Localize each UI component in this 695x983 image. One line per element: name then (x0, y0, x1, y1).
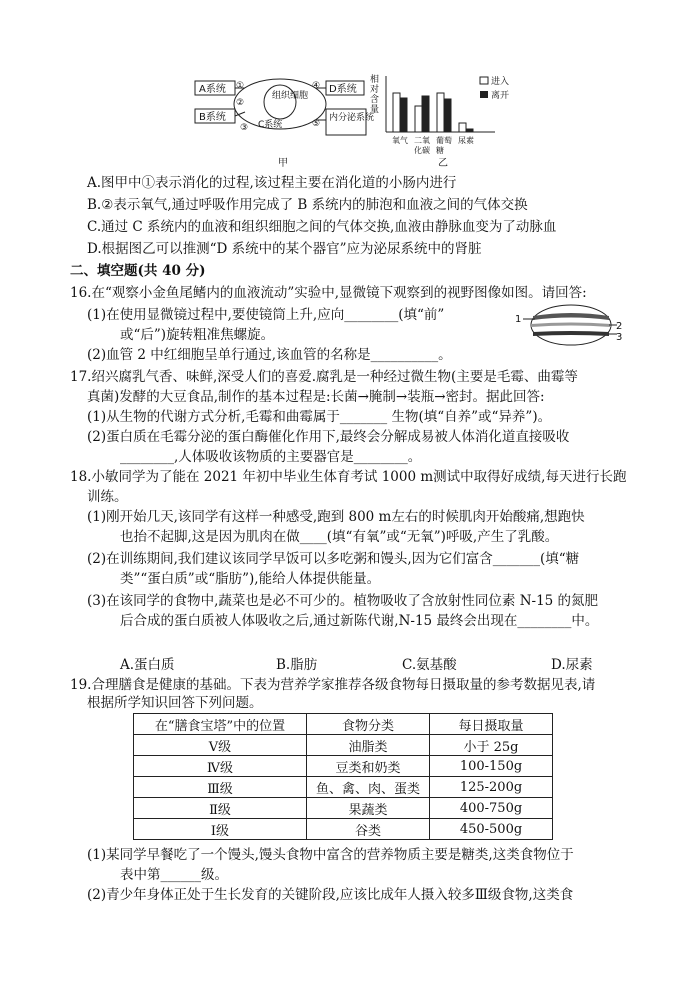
x-tick-label-0: 氧气 (392, 136, 408, 145)
q16-stem: 16.在“观察小金鱼尾鳍内的血液流动”实验中,显微镜下观察到的视野图像如图。请回答: (70, 285, 587, 301)
table-cell: 油脂类 (307, 735, 430, 756)
q16-part1b: 或“后”)旋转粗准焦螺旋。 (120, 327, 275, 343)
chart-ylabel-3: 含 (370, 95, 380, 105)
legend-label-in: 进入 (491, 77, 510, 87)
bar-out-1 (422, 96, 429, 132)
label-d-system: D系统 (329, 84, 357, 95)
x-tick-label-2: 葡萄 (436, 136, 452, 145)
q18-part2a: (2)在训练期间,我们建议该同学早饭可以多吃粥和馒头,因为它们富含_______(填“糖 (87, 551, 580, 567)
bar-out-3 (466, 129, 473, 132)
q17-part2a: (2)蛋白质在毛霉分泌的蛋白酶催化作用下,最终会分解成易被人体消化道直接吸收 (87, 429, 570, 445)
bar-in-1 (415, 106, 422, 132)
q19-line1: 19.合理膳食是健康的基础。下表为营养学家推荐各级食物每日摄取量的参考数据见表,请 (70, 677, 596, 693)
marker-2: ② (236, 98, 245, 108)
chart-ylabel-1: 相 (370, 75, 380, 85)
table-row (134, 735, 553, 756)
label-b-system: B系统 (199, 112, 226, 123)
x-tick-label-1: 二氧 (414, 136, 430, 145)
q18-option-b: B.脂肪 (276, 657, 318, 673)
table-cell: 125-200g (430, 777, 553, 798)
table-cell: 鱼、禽、肉、蛋类 (307, 777, 430, 798)
legend-label-out: 离开 (491, 91, 510, 101)
label-c-system: C系统 (258, 120, 283, 130)
bar-in-0 (393, 93, 400, 132)
legend-swatch-in (480, 77, 488, 84)
bar-in-3 (459, 123, 466, 132)
q17-line1: 17.绍兴腐乳气香、味鲜,深受人们的喜爱.腐乳是一种经过微生物(主要是毛霉、曲霉等 (70, 369, 578, 385)
q18-part3b: 后合成的蛋白质被人体吸收之后,通过新陈代谢,N-15 最终会出现在________中。 (120, 613, 599, 629)
caption-yi: 乙 (438, 158, 448, 169)
x-tick-label-1: 化碳 (414, 146, 430, 155)
table-cell: 豆类和奶类 (307, 756, 430, 777)
header-intake: 每日摄取量 (430, 714, 553, 735)
vessel-diagram (513, 300, 623, 350)
q18-part1a: (1)刚开始几天,该同学有这样一种感受,跑到 800 m左右的时候肌肉开始酸痛,想跑快 (87, 509, 585, 525)
chart-ylabel-2: 对 (370, 85, 380, 95)
bar-in-2 (437, 93, 444, 132)
table-cell: 谷类 (307, 819, 430, 840)
table-row (134, 819, 553, 840)
caption-jia: 甲 (278, 158, 288, 169)
marker-3: ③ (240, 123, 249, 133)
table-cell: 果蔬类 (307, 798, 430, 819)
table-cell: 450-500g (430, 819, 553, 840)
table-cell: 小于 25g (430, 735, 553, 756)
table-header-row (134, 714, 553, 735)
marker-1: ① (236, 81, 245, 91)
figure-area (190, 74, 520, 174)
table-cell: 100-150g (430, 756, 553, 777)
figure-yi-chart (370, 74, 520, 174)
q18-part2b: 类”“蛋白质”或“脂肪”),能给人体提供能量。 (120, 571, 381, 587)
chart-ylabel-4: 量 (370, 105, 380, 115)
q15-option-b: B.②表示氧气,通过呼吸作用完成了 B 系统内的肺泡和血液之间的气体交换 (87, 197, 528, 213)
table-row (134, 756, 553, 777)
q15-option-a: A.图甲中①表示消化的过程,该过程主要在消化道的小肠内进行 (87, 175, 457, 191)
vessel-label-3: 3 (616, 332, 623, 343)
q17-line2: 真菌)发酵的大豆食品,制作的基本过程是:长菌→腌制→装瓶→密封。据此回答: (87, 389, 545, 405)
bar-out-0 (400, 98, 407, 132)
q15-option-c: C.通过 C 系统内的血液和组织细胞之间的气体交换,血液由静脉血变为了动脉血 (87, 219, 557, 235)
table-cell: Ⅳ级 (134, 756, 307, 777)
label-cells: 组织细胞 (272, 91, 309, 101)
q18-option-a: A.蛋白质 (120, 657, 175, 673)
q19-part1a: (1)某同学早餐吃了一个馒头,馒头食物中富含的营养物质主要是糖类,这类食物位于 (87, 847, 574, 863)
q17-part2b: ________,人体吸收该物质的主要器官是________。 (120, 449, 422, 465)
table-cell: Ⅰ级 (134, 819, 307, 840)
marker-5: ⑤ (312, 119, 321, 129)
label-a-system: A系统 (199, 84, 226, 95)
section-title: 二、填空题(共 40 分) (70, 263, 206, 279)
table-cell: Ⅱ级 (134, 798, 307, 819)
x-tick-label-2: 糖 (436, 146, 444, 155)
q16-part1a: (1)在使用显微镜过程中,要使镜筒上升,应向________(填“前” (87, 307, 445, 323)
table-row (134, 777, 553, 798)
table-cell: Ⅲ级 (134, 777, 307, 798)
q18-part1b: 也抬不起脚,这是因为肌肉在做____(填“有氧”或“无氧”)呼吸,产生了乳酸。 (120, 529, 559, 545)
table-cell: 400-750g (430, 798, 553, 819)
legend-swatch-out (480, 91, 488, 98)
q17-part1: (1)从生物的代谢方式分析,毛霉和曲霉属于_______ 生物(填“自养”或“异养”)。 (87, 409, 552, 425)
q18-option-d: D.尿素 (551, 657, 593, 673)
q19-part1b: 表中第______级。 (120, 867, 228, 883)
header-position: 在“膳食宝塔”中的位置 (134, 714, 307, 735)
q18-line1: 18.小敏同学为了能在 2021 年初中毕业生体育考试 1000 m测试中取得好成绩,每天进行长跑 (70, 469, 627, 485)
q18-part3a: (3)在该同学的食物中,蔬菜也是必不可少的。植物吸收了含放射性同位素 N-15 的氮肥 (87, 593, 599, 609)
table-cell: Ⅴ级 (134, 735, 307, 756)
marker-4: ④ (312, 81, 321, 91)
q18-option-c: C.氨基酸 (402, 657, 457, 673)
q19-line2: 根据所学知识回答下列问题。 (87, 695, 263, 711)
vessel-label-1: 1 (515, 314, 522, 325)
q15-option-d: D.根据图乙可以推测“D 系统中的某个器官”应为泌尿系统中的肾脏 (87, 241, 482, 257)
bar-out-2 (444, 99, 451, 132)
vessel-label-2: 2 (616, 321, 623, 332)
header-category: 食物分类 (307, 714, 430, 735)
q19-part2: (2)青少年身体正处于生长发育的关键阶段,应该比成年人摄入较多Ⅲ级食物,这类食 (87, 887, 574, 903)
q18-line2: 训练。 (87, 489, 128, 505)
table-row (134, 798, 553, 819)
label-endocrine: 内分泌系统 (329, 113, 375, 123)
diet-table (133, 713, 553, 840)
q16-part2: (2)血管 2 中红细胞呈单行通过,该血管的名称是__________。 (87, 347, 452, 363)
x-tick-label-3: 尿素 (458, 136, 474, 145)
